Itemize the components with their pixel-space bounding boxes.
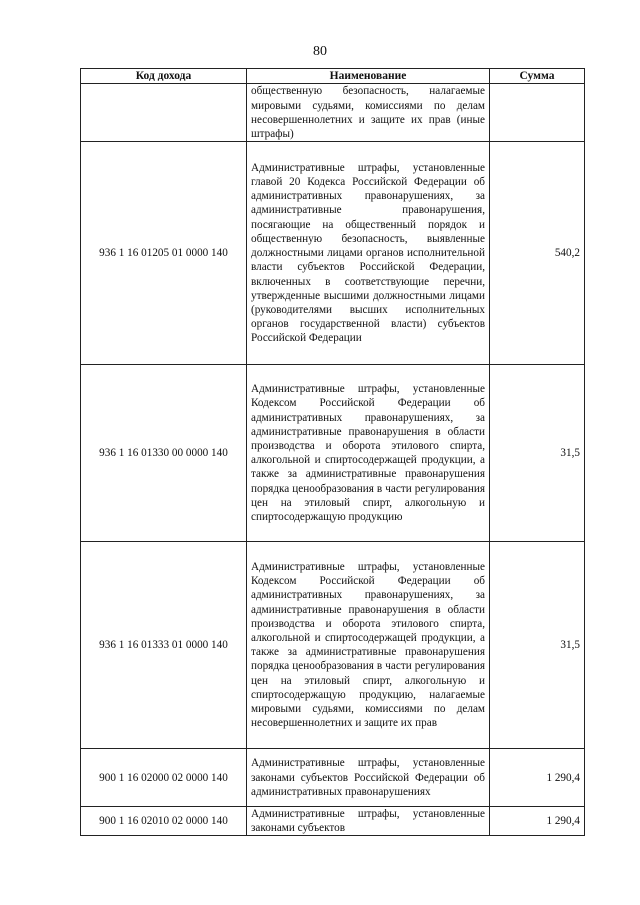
row-code: 900 1 16 02010 02 0000 140	[81, 807, 247, 836]
table-row	[81, 749, 585, 807]
row-name: общественную безопасность, налагаемые мировыми судьями, комиссиями по делам несовершеннолетних и защите их прав (иные штрафы)	[247, 84, 490, 142]
row-name: Административные штрафы, установленные законами субъектов Российской Федерации об административных правонарушениях	[247, 749, 490, 807]
row-sum	[490, 84, 585, 142]
row-name: Административные штрафы, установленные законами субъектов	[251, 808, 485, 835]
table-row	[81, 84, 585, 142]
page-number: 80	[313, 44, 327, 59]
header-code: Код дохода	[81, 69, 247, 84]
row-sum: 540,2	[490, 142, 585, 365]
row-name-cell	[247, 807, 490, 836]
row-code: 936 1 16 01330 00 0000 140	[81, 365, 247, 542]
table-row	[81, 542, 585, 749]
row-sum: 1 290,4	[490, 807, 585, 836]
row-name: Административные штрафы, установленные Кодексом Российской Федерации об административных правонарушениях, за административные правонарушения в области производства и оборота этилового спирта, алкогольной и спиртосодержащей продукции, а также за административные правонарушения порядка ценообразования в части регулирования цен на этиловый спирт, алкогольную и спиртосодержащую продукцию	[247, 365, 490, 542]
table-row	[81, 365, 585, 542]
row-sum: 31,5	[490, 365, 585, 542]
table-row	[81, 807, 585, 836]
header-name: Наименование	[247, 69, 490, 84]
row-code: 936 1 16 01333 01 0000 140	[81, 542, 247, 749]
row-name: Административные штрафы, установленные Кодексом Российской Федерации об административных правонарушениях, за административные правонарушения в области производства и оборота этилового спирта, алкогольной и спиртосодержащей продукции, а также за административные правонарушения порядка ценообразования в части регулирования цен на этиловый спирт, алкогольную и спиртосодержащую продукцию, налагаемые мировыми судьями, комиссиями по делам несовершеннолетних и защите их прав	[247, 542, 490, 749]
row-sum: 31,5	[490, 542, 585, 749]
table-header-row	[81, 69, 585, 84]
row-code: 900 1 16 02000 02 0000 140	[81, 749, 247, 807]
row-code	[81, 84, 247, 142]
row-name: Административные штрафы, установленные главой 20 Кодекса Российской Федерации об административных правонарушениях, за административные правонарушения, посягающие на общественный порядок и общественную безопасность, выявленные должностными лицами органов исполнительной власти субъектов Российской Федерации, включенных в соответствующие перечни, утвержденные высшими должностными лицами (руководителями высших исполнительных органов государственной власти) субъектов Российской Федерации	[247, 142, 490, 365]
revenue-table	[80, 68, 585, 836]
row-sum: 1 290,4	[490, 749, 585, 807]
row-code: 936 1 16 01205 01 0000 140	[81, 142, 247, 365]
table-row	[81, 142, 585, 365]
header-sum: Сумма	[490, 69, 585, 84]
